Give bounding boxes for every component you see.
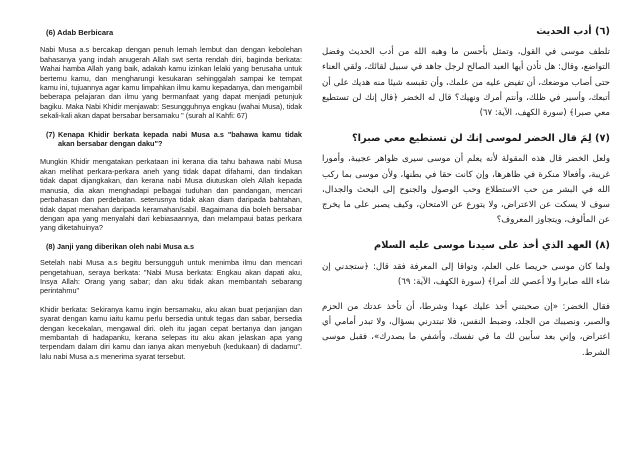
section-8-title: (8) Janji yang diberikan oleh nabi Musa a.s xyxy=(46,241,195,251)
section-7-paragraph: Mungkin Khidir mengatakan perkataan ini kerana dia tahu bahawa nabi Musa akan melihat perkara-perkara aneh yang tidak dapat difahami, dan tindakan tidak dapat dijangkakan, dan kerana nabi Musa diutuskan oleh Allah kepada manusia, dia akan menghadapi pelbagai tuduhan dan pandangan, mencari perbahasan dan perdebatan. seterusnya tidak akan diam daripada bahtahan, tidak dapat menahan daripada keramahan/sabil. Bagaimana dia boleh bersabar dengan apa yang menyalahi dari kebiasaannya, dan melampaui batas perkara yang diketahuinya? xyxy=(40,157,302,233)
section-6-paragraph: Nabi Musa a.s bercakap dengan penuh lemah lembut dan dengan kebolehan bahasanya yang indah anugerah Allah swt serta rendah diri, baginda berkata: Wahai hamba Allah yang baik, adakah kamu izinkan lelaki yang berusaha untuk bertemu kamu, dan mengharungi kesukaran sehinggalah sampai ke tempat kamu ini, tujuannya agar kamu limpahkan ilmu kamu kepadanya, dan mengambil beberapa pelajaran dan ilmu yang bermanfaat yang dapat menjadi petunjuk bagiku. Maka Nabi Khidir menjawab: Sesungguhnya engkau (wahai Musa), tidak sekali-kali akan dapat bersabar bersamaku " (surah al Kahfi: 67) xyxy=(40,45,302,121)
arabic-section-8-paragraph-1: ولما كان موسى حريصا على العلم، وتواقا إلى المعرفة فقد قال: ﴿ستجدني إن شاء الله صابرا ولا أعصي لك أمرا﴾ (سورة الكهف، الآية: ٦٩) xyxy=(322,261,610,287)
arabic-section-7-paragraph: ولعل الخضر قال هذه المقولة لأنه يعلم أن موسى سيرى ظواهر عجيبة، وأمورا غريبة، وأفعالا منكرة في ظاهرها، وإن كانت حقا في بطنها، ولأن موسى بما ركب الله في البشر من حب الاستطلاع وحب الوصول والجنوح إلى البحث والجدال، سوف لا يسكت عن الاعتراض، ولا يتورع عن الامتحان، وكيف يصبر على ما يخرج عن المألوف، ويتجاوز المعروف؟ xyxy=(322,154,610,226)
arabic-section-7-heading: (٧) لِمَ قال الخضر لموسى إنك لن تستطيع معي صبرا؟ xyxy=(351,133,610,145)
section-7-heading xyxy=(46,130,302,149)
section-8-paragraph-2: Khidir berkata: Sekiranya kamu ingin bersamaku, aku akan buat perjanjian dan syarat dengan kamu iaitu kamu perlu bersedia untuk tegas dan sabar, bersedia dengan kecekalan, mengawal diri. oleh itu jagan cepat bertanya dan jangan membantah di hadapanku, kerana selepas itu aku akan jelaskan apa yang terpendam dalam diri kamu dan ianya akan menyebuh (kedukaan) di dadamu". lalu nabi Musa a.s menerima syarat tersebut. xyxy=(40,304,302,361)
arabic-section-6-paragraph: تلطف موسى في القول، وتمثل بأحسن ما وهبه الله من أدب الحديث وفضل التواضع، وقال: هل تأذن أيها العبد الصالح لرجل جاهد في سبيل لقائك، ولقي العناء حتى أصاب موضعك، أن تفيض عليه من علمك، وأن تقبسه شيئا منه هديك على أن أتبعك، وأسير في ظلك، وأنتم أمرك ونهيك؟ قال له الخضر ﴿قال إنك لن تستطيع معي صبرا﴾ (سورة الكهف، الآية: ٦٧) xyxy=(322,47,610,119)
section-6-title: (6) Adab Berbicara xyxy=(46,28,114,37)
arabic-section-8-paragraph-2: فقال الخضر: «إن صحبتني أخذ عليك عهدا وشرطا، أن تأخذ عدتك من الحزم والصبر، ونصيبك من الجلد، وضبط النفس، فلا تبتدرني بسؤال، ولا تبدر أمامي أي اعتراض، وإني بعد سأبين لك ما في نفسك، وأشفي ما بصدرك»، فقبل موسى الشرط. xyxy=(322,302,610,358)
arabic-section-6-heading: (٦) أدب الحديث xyxy=(536,26,610,37)
arabic-column xyxy=(322,24,610,371)
malay-column xyxy=(40,28,302,370)
section-8-paragraph-1: Setelah nabi Musa a.s begitu bersungguh untuk menimba ilmu dan mencari pengetahuan, seraya berkata: "Nabi Musa berkata: Engkau akan dapati aku, Insya Allah: Orang yang sabar; dan aku tidak akan membantah sebarang perintahmu" xyxy=(40,258,302,296)
section-7-title: Kenapa Khidir berkata kepada nabi Musa a.s "bahawa kamu tidak akan bersabar dengan daku"? xyxy=(58,129,302,149)
arabic-section-8-heading: (٨) العهد الذي أخذ على سيدنا موسى عليه السلام xyxy=(374,240,610,252)
section-7-number: (7) xyxy=(46,129,55,139)
